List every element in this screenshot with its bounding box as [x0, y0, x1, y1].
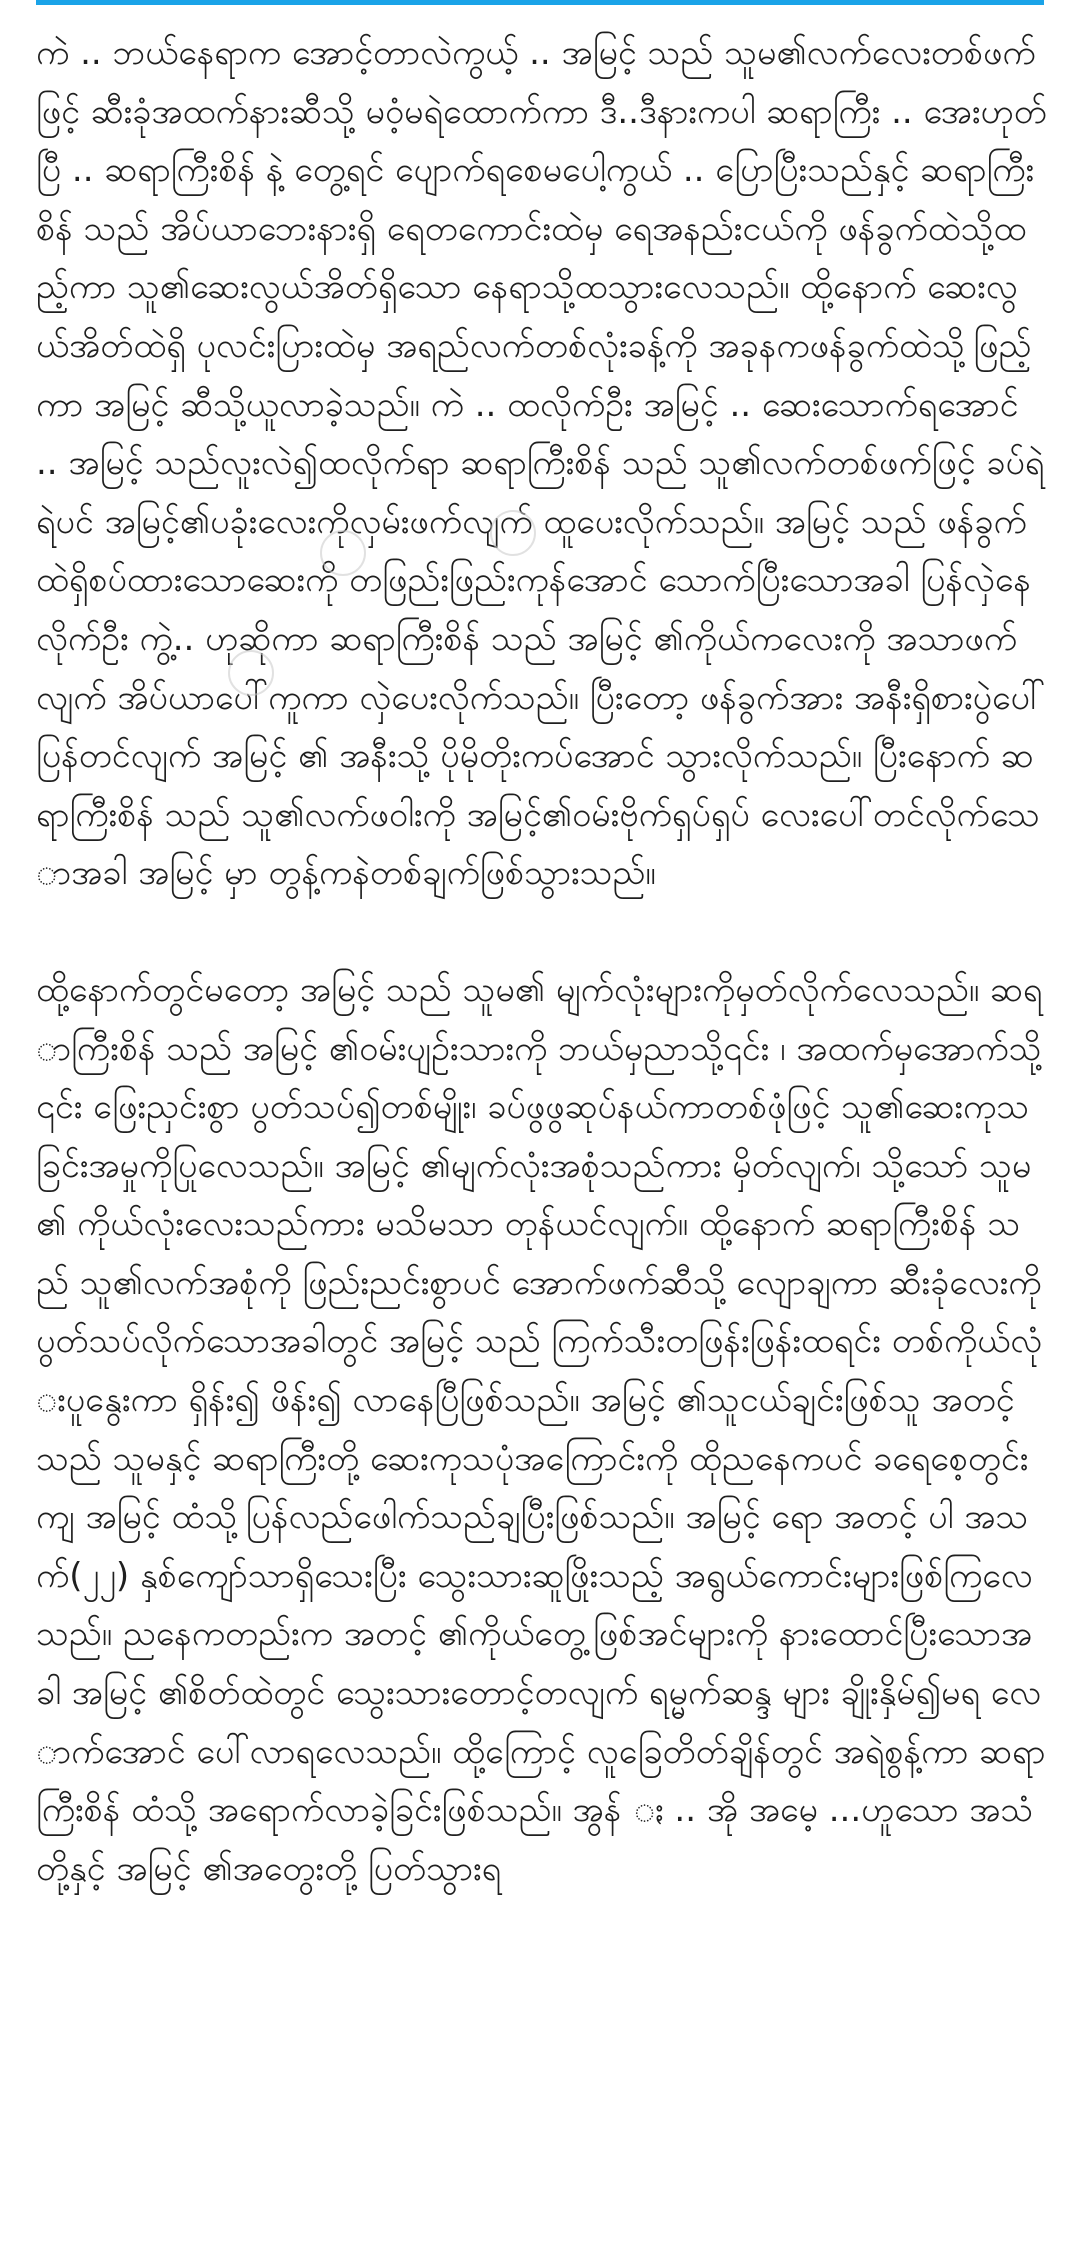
reading-progress-bar [36, 0, 1044, 5]
story-paragraph-1: ကဲ .. ဘယ်နေရာက အောင့်တာလဲကွယ့် .. အမြင့် သည် သူမ၏လက်လေးတစ်ဖက်ဖြင့် ဆီးခုံအထက်နားဆီသို့ မဝံ့မရဲထောက်ကာ ဒီ..ဒီနားကပါ ဆရာကြီး .. အေးဟုတ်ပြီ .. ဆရာကြီးစိန် နဲ့ တွေ့ရင် ပျောက်ရစေမပေါ့ကွယ် .. ပြောပြီးသည်နှင့် ဆရာကြီးစိန် သည် အိပ်ယာဘေးနားရှိ ရေတကောင်းထဲမှ ရေအနည်းငယ်ကို ဖန်ခွက်ထဲသို့ထည့်ကာ သူ၏ဆေးလွယ်အိတ်ရှိသော နေရာသို့ထသွားလေသည်။ ထို့နောက် ဆေးလွယ်အိတ်ထဲရှိ ပုလင်းပြားထဲမှ အရည်လက်တစ်လုံးခန့်ကို အခုနကဖန်ခွက်ထဲသို့ဖြည့်ကာ အမြင့် ဆီသို့ယူလာခဲ့သည်။ ကဲ .. ထလိုက်ဦး အမြင့် .. ဆေးသောက်ရအောင် .. အမြင့် သည်လူးလဲ၍ထလိုက်ရာ ဆရာကြီးစိန် သည် သူ၏လက်တစ်ဖက်ဖြင့် ခပ်ရဲရဲပင် အမြင့်၏ပခုံးလေးကိုလှမ်းဖက်လျက် ထူပေးလိုက်သည်။ အမြင့် သည် ဖန်ခွက်ထဲရှိစပ်ထားသောဆေးကို တဖြည်းဖြည်းကုန်အောင် သောက်ပြီးသောအခါ ပြန်လှဲနေလိုက်ဦး ကွဲ့.. ဟုဆိုကာ ဆရာကြီးစိန် သည် အမြင့် ၏ကိုယ်ကလေးကို အသာဖက်လျက် အိပ်ယာပေါ်ကူကာ လှဲပေးလိုက်သည်။ ပြီးတော့ ဖန်ခွက်အား အနီးရှိစားပွဲပေါ်ပြန်တင်လျက် အမြင့် ၏ အနီးသို့ ပိုမိုတိုးကပ်အောင် သွားလိုက်သည်။ ပြီးနောက် ဆရာကြီးစိန် သည် သူ၏လက်ဖဝါးကို အမြင့်၏ဝမ်းဗိုက်ရှပ်ရှပ် လေးပေါ်တင်လိုက်သောအခါ အမြင့် မှာ တွန့်ကနဲတစ်ချက်ဖြစ်သွားသည်။ [36, 33, 1047, 894]
story-paragraph-2: ထို့နောက်တွင်မတော့ အမြင့် သည် သူမ၏ မျက်လုံးများကိုမှတ်လိုက်လေသည်။ ဆရာကြီးစိန် သည် အမြင့် ၏ဝမ်းပျဉ်းသားကို ဘယ်မှညာသို့၎င်း ၊ အထက်မှအောက်သို့၎င်း ဖြေးညှင်းစွာ ပွတ်သပ်၍တစ်မျိုး၊ ခပ်ဖွဖွဆုပ်နယ်ကာတစ်ဖုံဖြင့် သူ၏ဆေးကုသခြင်းအမှုကိုပြုလေသည်။ အမြင့် ၏မျက်လုံးအစုံသည်ကား မှိတ်လျက်၊ သို့သော် သူမ၏ ကိုယ်လုံးလေးသည်ကား မသိမသာ တုန်ယင်လျက်။ ထို့နောက် ဆရာကြီးစိန် သည် သူ၏လက်အစုံကို ဖြည်းညင်းစွာပင် အောက်ဖက်ဆီသို့ လျောချကာ ဆီးခုံလေးကို ပွတ်သပ်လိုက်သောအခါတွင် အမြင့် သည် ကြက်သီးတဖြန်းဖြန်းထရင်း တစ်ကိုယ်လုံးပူနွေးကာ ရှိန်း၍ ဖိန်း၍ လာနေပြီဖြစ်သည်။ အမြင့် ၏သူငယ်ချင်းဖြစ်သူ အတင့် သည် သူမနှင့် ဆရာကြီးတို့ ဆေးကုသပုံအကြောင်းကို ထိုညနေကပင် ခရေစေ့တွင်းကျ အမြင့် ထံသို့ပြန်လည်ဖေါက်သည်ချပြီးဖြစ်သည်။ အမြင့် ရော အတင့် ပါ အသက်(၂၂) နှစ်ကျော်သာရှိသေးပြီး သွေးသားဆူဖြိုးသည့် အရွယ်ကောင်းများဖြစ်ကြလေသည်။ ညနေကတည်းက အတင့် ၏ကိုယ်တွေ့ဖြစ်အင်များကို နားထောင်ပြီးသောအခါ အမြင့် ၏စိတ်ထဲတွင် သွေးသားတောင့်တလျက် ရမ္မက်ဆန္ဒ များ ချိုးနှိမ်၍မရ လောက်အောင် ပေါ်လာရလေသည်။ ထို့ကြောင့် လူခြေတိတ်ချိန်တွင် အရဲစွန့်ကာ ဆရာကြီးစိန် ထံသို့ အရောက်လာခဲ့ခြင်းဖြစ်သည်။ အွန် ႏ .. အို အမေ့ ...ဟူသော အသံတို့နှင့် အမြင့် ၏အတွေးတို့ ပြတ်သွားရ [36, 969, 1046, 1889]
reader-content[interactable] [36, 24, 1048, 2264]
